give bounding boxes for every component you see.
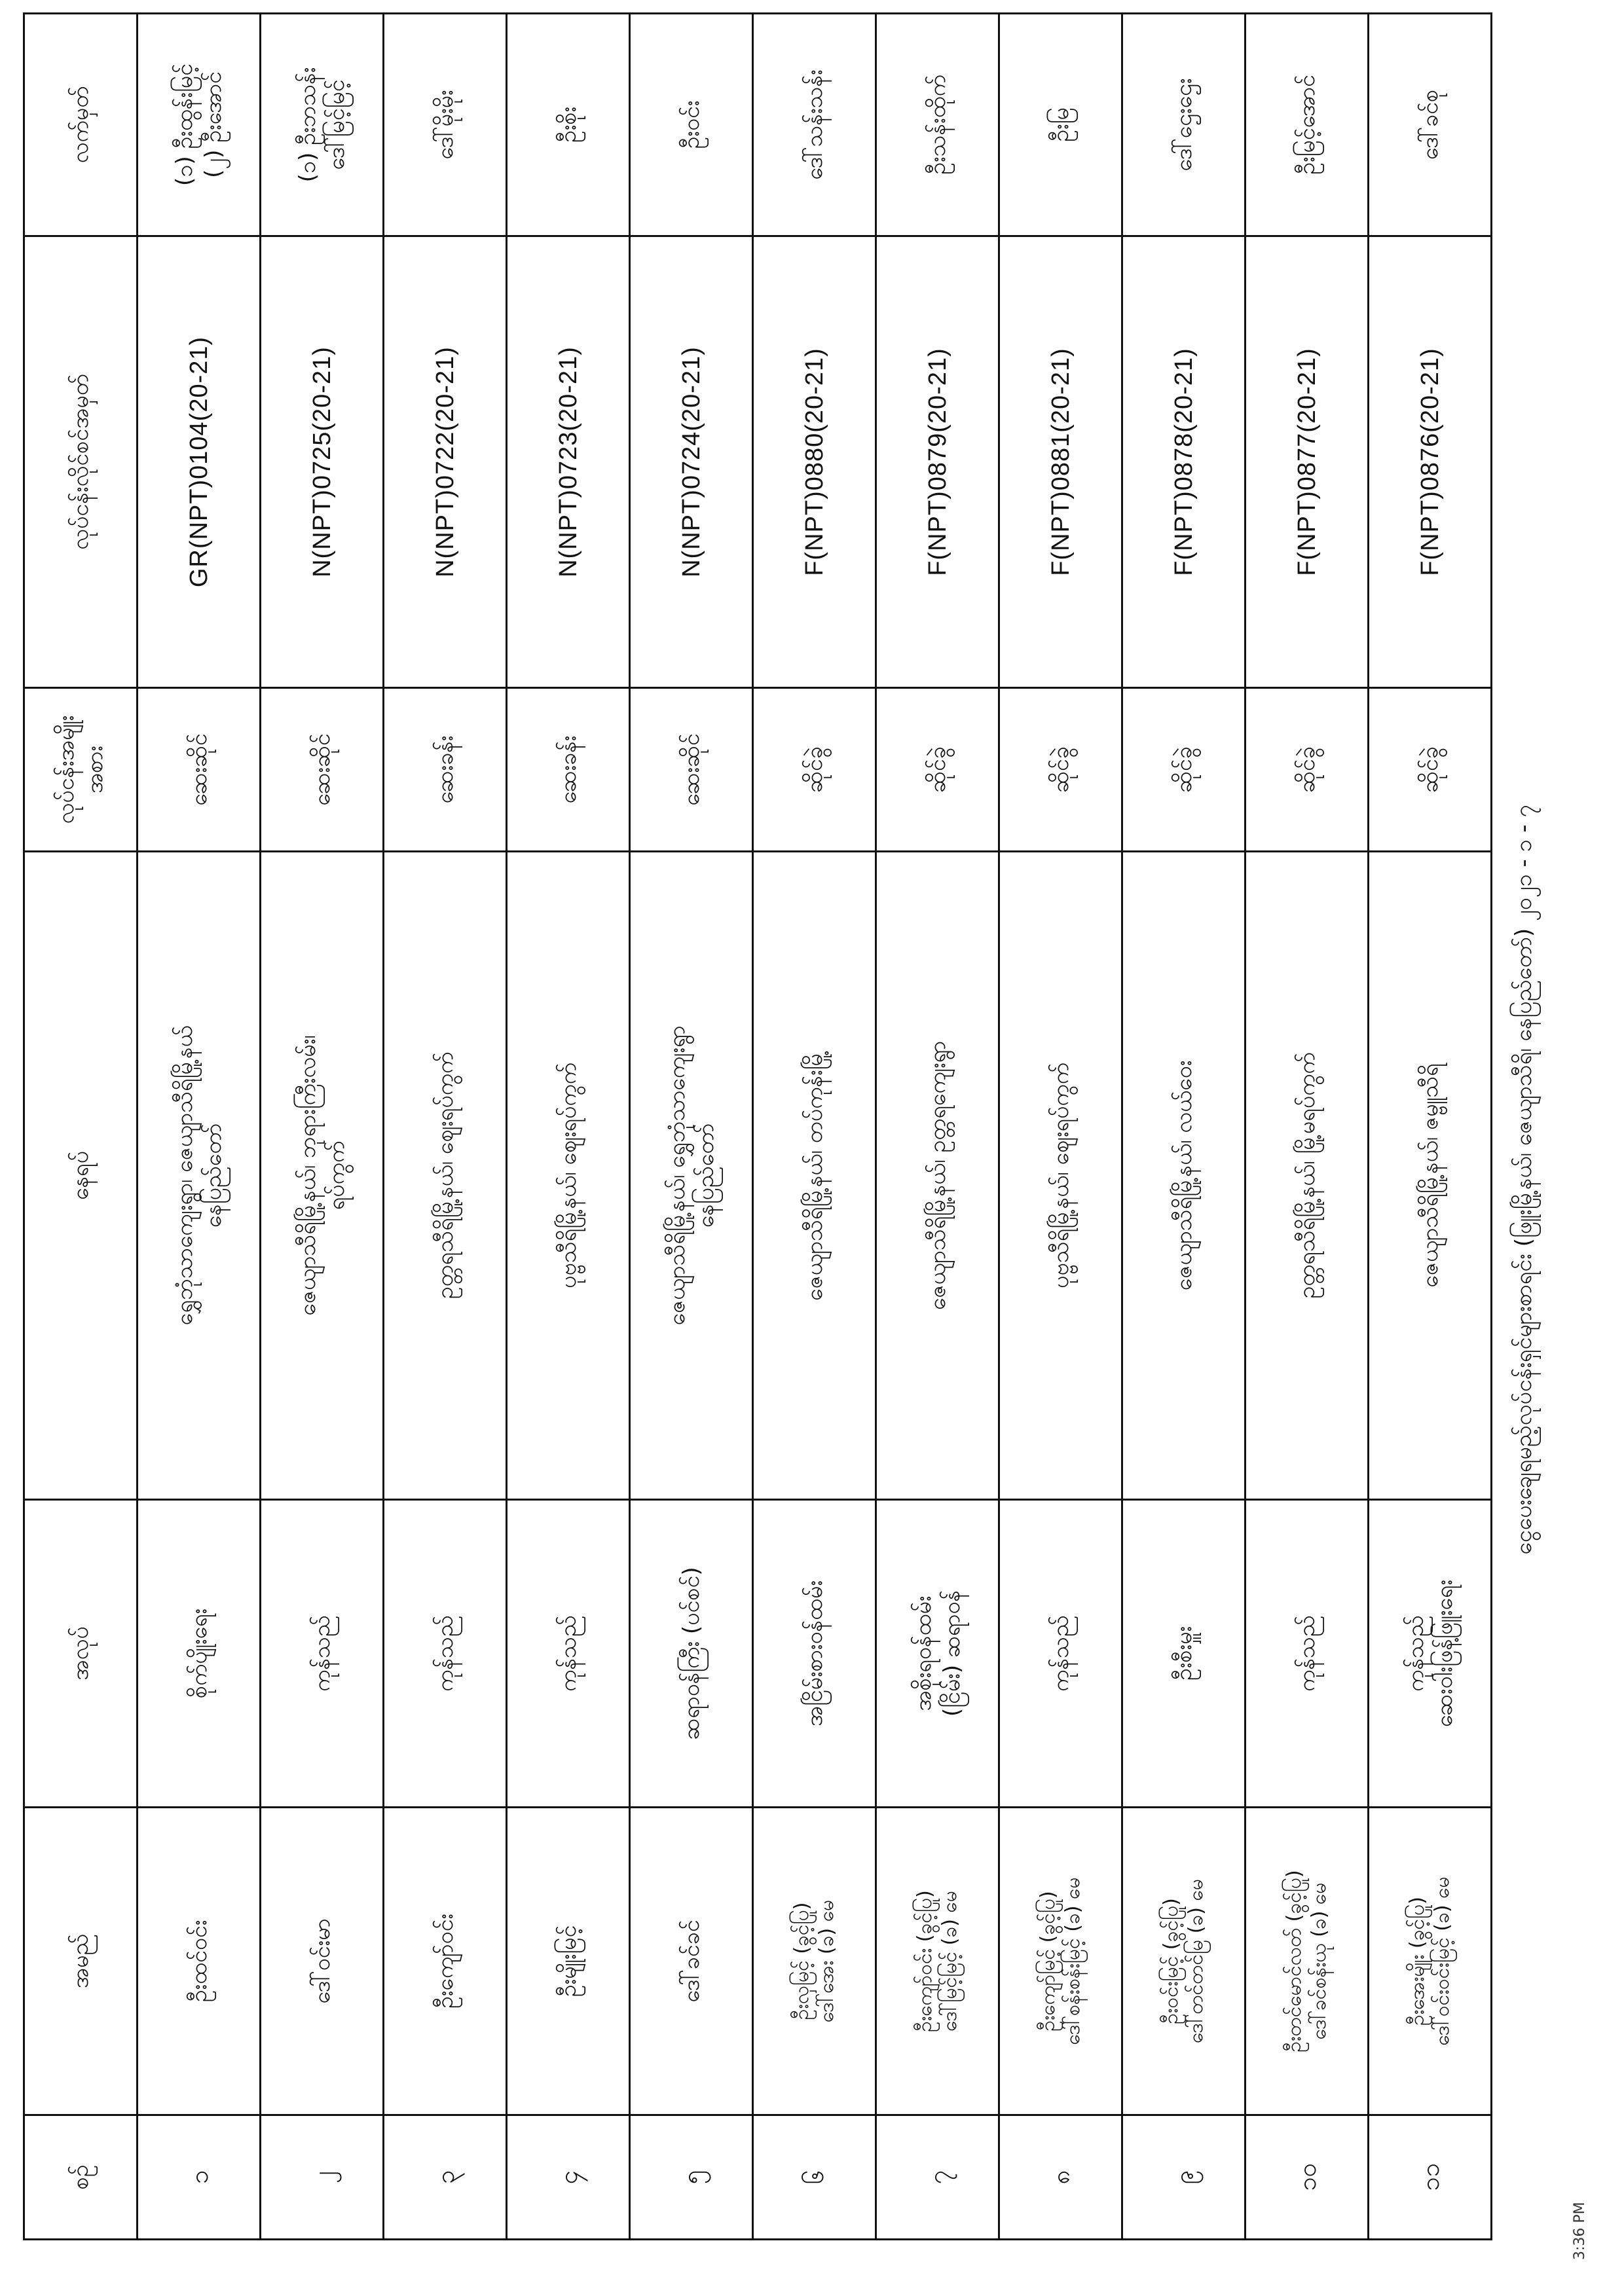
row-name: ဦးအေးမျိုး (ခွင့်ပြု) ဒေါ်ဝင်းဝင်းမြင့် (ခ) မေ bbox=[1369, 1808, 1492, 2115]
row-license: N(NPT)0723(20-21) bbox=[507, 236, 630, 688]
row-name: ဦးတင်မောင်လတ် (ခွင့်ပြု) ဒေါ်ခင်စန်းယု (ခ) မေ bbox=[1246, 1808, 1369, 2115]
row-license: F(NPT)0876(20-21) bbox=[1369, 236, 1492, 688]
row-job: အငြိမ်းစားဝန်ထမ်း bbox=[753, 1500, 876, 1808]
row-no: ၈ bbox=[999, 2115, 1122, 2240]
row-sign: ဦးမြ bbox=[999, 14, 1122, 236]
row-no: ၁၀ bbox=[1246, 2115, 1369, 2240]
row-address: ဇေယျာသီရိမြို့နယ်၊ လယ်ဝေး bbox=[1122, 852, 1246, 1500]
table-row bbox=[1246, 14, 1369, 2240]
header-sign: လက်မှတ် bbox=[24, 14, 138, 236]
table-row bbox=[261, 14, 384, 2240]
row-address: ဇေယျာသီရိမြို့နယ်၊ ဇမ္ဗူသီရိ bbox=[1369, 852, 1492, 1500]
row-license: F(NPT)0880(20-21) bbox=[753, 236, 876, 688]
row-type: ဆိုင်ခွဲ bbox=[876, 688, 999, 852]
row-no: ၁ bbox=[138, 2115, 261, 2240]
row-job: ကုန်သည် bbox=[384, 1500, 507, 1808]
row-type: ဆေးခန်း bbox=[507, 688, 630, 852]
row-address: ရွှေဘုံသာကျေးရွာ၊ ဇေယျာသီရိမြို့နယ် နေပြည်တော် bbox=[138, 852, 261, 1500]
table-row bbox=[876, 14, 999, 2240]
row-no: ၆ bbox=[753, 2115, 876, 2240]
row-name: ဦးကျော်မြင့် (ခွင့်ပြု) ဒေါ်စန်းစန်းမြင့် (ခ) မေ bbox=[999, 1808, 1122, 2115]
license-table bbox=[23, 12, 1492, 2240]
header-type: လုပ်ငန်းအမျိုးအစား bbox=[24, 688, 138, 852]
row-sign: (၁) ဦးဘသန်း ဒေါ်မြင့်မြင့် bbox=[261, 14, 384, 236]
table-row bbox=[630, 14, 753, 2240]
row-job: ဦးစီးမှူး bbox=[1122, 1500, 1246, 1808]
row-address: ဇေယျာသီရိမြို့နယ်၊ တပ်ကုန်းမြို့ bbox=[753, 852, 876, 1500]
row-job: ကုန်သည် bbox=[1246, 1500, 1369, 1808]
row-type: ဆေးခန်း bbox=[384, 688, 507, 852]
table-row bbox=[1122, 14, 1246, 2240]
row-license: N(NPT)0722(20-21) bbox=[384, 236, 507, 688]
row-no: ၅ bbox=[630, 2115, 753, 2240]
row-no: ၉ bbox=[1122, 2115, 1246, 2240]
table-row bbox=[999, 14, 1122, 2240]
row-no: ၇ bbox=[876, 2115, 999, 2240]
row-type: ဆိုင်ခွဲ bbox=[1369, 688, 1492, 852]
row-name: ဦးမျိုးမြင့် bbox=[507, 1808, 630, 2115]
row-type: ဆိုင်ခွဲ bbox=[999, 688, 1122, 852]
header-job: အလုပ် bbox=[24, 1500, 138, 1808]
row-type: ဆိုင်ခွဲ bbox=[1246, 688, 1369, 852]
row-type: ဆေးဆိုင် bbox=[630, 688, 753, 852]
row-job: ဆရာဝန်ကြီး (ပင်စင်) bbox=[630, 1500, 753, 1808]
row-address: ပုဗ္ဗသီရိမြို့နယ်၊ ဈေးရပ်ကွက် bbox=[507, 852, 630, 1500]
row-license: N(NPT)0724(20-21) bbox=[630, 236, 753, 688]
row-sign: ဒေါ်သန်းသန်း bbox=[753, 14, 876, 236]
row-address: ဇေယျာသီရိမြို့နယ်၊ ရွှေဘုံသာကျေးရွာ နေပြည်တော် bbox=[630, 852, 753, 1500]
row-job: ကုန်သည် bbox=[507, 1500, 630, 1808]
row-job: ကုန်သည် bbox=[999, 1500, 1122, 1808]
row-sign: ဒေါ်ဌေးဌေး bbox=[1122, 14, 1246, 236]
table-row bbox=[138, 14, 261, 2240]
row-license: N(NPT)0725(20-21) bbox=[261, 236, 384, 688]
row-sign: ဦးဝင်း bbox=[630, 14, 753, 236]
row-license: GR(NPT)0104(20-21) bbox=[138, 236, 261, 688]
header-no: စဉ် bbox=[24, 2115, 138, 2240]
row-license: F(NPT)0879(20-21) bbox=[876, 236, 999, 688]
row-sign: (၁) ဦးထွန်းမြင့် (၂) ဦးအောင် bbox=[138, 14, 261, 236]
row-name: ဦးလှမြင့် (ခွင့်ပြု) ဒေါ်အေး (ခ) မေ bbox=[753, 1808, 876, 2115]
row-sign: ဦးမြင့်အောင် bbox=[1246, 14, 1369, 236]
row-name: ဦးကျော်ဝင်း (ခွင့်ပြု) ဒေါ်မြင့်မြင့် (ခ) မေ bbox=[876, 1808, 999, 2115]
table-row bbox=[753, 14, 876, 2240]
row-job: ကုန်သည် ဆေးဝါးဖြန့်ဖြူးရေး bbox=[1369, 1500, 1492, 1808]
row-name: ဒေါ်ခင်ခင် bbox=[630, 1808, 753, 2115]
row-type: ဆေးဆိုင် bbox=[261, 688, 384, 852]
header-license: လုပ်ငန်းလိုင်စင်အမှတ် bbox=[24, 236, 138, 688]
row-no: ၂ bbox=[261, 2115, 384, 2240]
row-address: ဥတ္တရသီရိမြို့နယ်၊ ဈေးရပ်ကွက် bbox=[384, 852, 507, 1500]
print-timestamp: 3:36 PM bbox=[1572, 2202, 1588, 2260]
table-header-row bbox=[24, 14, 138, 2240]
row-license: F(NPT)0877(20-21) bbox=[1246, 236, 1369, 688]
row-no: ၄ bbox=[507, 2115, 630, 2240]
row-license: F(NPT)0878(20-21) bbox=[1122, 236, 1246, 688]
document-title: ငွေပေးချေရမည့်လုပ်ငန်းရှင်များစာရင်း (ဖြူးမြို့နယ်၊ ဇေယျာသီရိ၊ နေပြည်တော်) ၂၀၂၁ - ၁ - ၇ bbox=[1511, 805, 1537, 1555]
row-name: ဒေါ်ဝင်းမာ bbox=[261, 1808, 384, 2115]
row-address: ပုဗ္ဗသီရိမြို့နယ်၊ ဈေးရပ်ကွက် bbox=[999, 852, 1122, 1500]
table-row bbox=[384, 14, 507, 2240]
header-address: နေရပ် bbox=[24, 852, 138, 1500]
row-type: ဆေးဆိုင် bbox=[138, 688, 261, 852]
row-address: ဇေယျာသီရိမြို့နယ်၊ ဥတ္တရကျေးရွာ bbox=[876, 852, 999, 1500]
row-type: ဆိုင်ခွဲ bbox=[1122, 688, 1246, 852]
row-job: အစိုးရဝန်ထမ်း (ငြိမ်း) ဆရာဝန် bbox=[876, 1500, 999, 1808]
row-license: F(NPT)0881(20-21) bbox=[999, 236, 1122, 688]
row-job: စိုက်ပျိုးရေး bbox=[138, 1500, 261, 1808]
row-type: ဆိုင်ခွဲ bbox=[753, 688, 876, 852]
row-name: ဦးကျော်ဝင်း bbox=[384, 1808, 507, 2115]
row-address: ဥတ္တရသီရိမြို့နယ်၊ မြို့မရပ်ကွက် bbox=[1246, 852, 1369, 1500]
row-name: ဦးဝင်းမြင့် (ခွင့်ပြု) ဒေါ်တင်တင်မြ (ခ) မေ bbox=[1122, 1808, 1246, 2115]
row-sign: ဒေါ်မိုးမိုး bbox=[384, 14, 507, 236]
row-no: ၃ bbox=[384, 2115, 507, 2240]
row-no: ၁၁ bbox=[1369, 2115, 1492, 2240]
row-sign: ဦးစိုး bbox=[507, 14, 630, 236]
row-job: ကုန်သည် bbox=[261, 1500, 384, 1808]
row-name: ဦးထင်ဝင်း bbox=[138, 1808, 261, 2115]
table-row bbox=[507, 14, 630, 2240]
table-row bbox=[1369, 14, 1492, 2240]
row-sign: ဒေါ်ခင်စု bbox=[1369, 14, 1492, 236]
row-address: ဇေယျာသီရိမြို့နယ်၊ ဘုရားကြီးလမ်း၊ ရပ်ကွက် bbox=[261, 852, 384, 1500]
header-name: အမည် bbox=[24, 1808, 138, 2115]
row-sign: ဦးသန်းထိုက် bbox=[876, 14, 999, 236]
